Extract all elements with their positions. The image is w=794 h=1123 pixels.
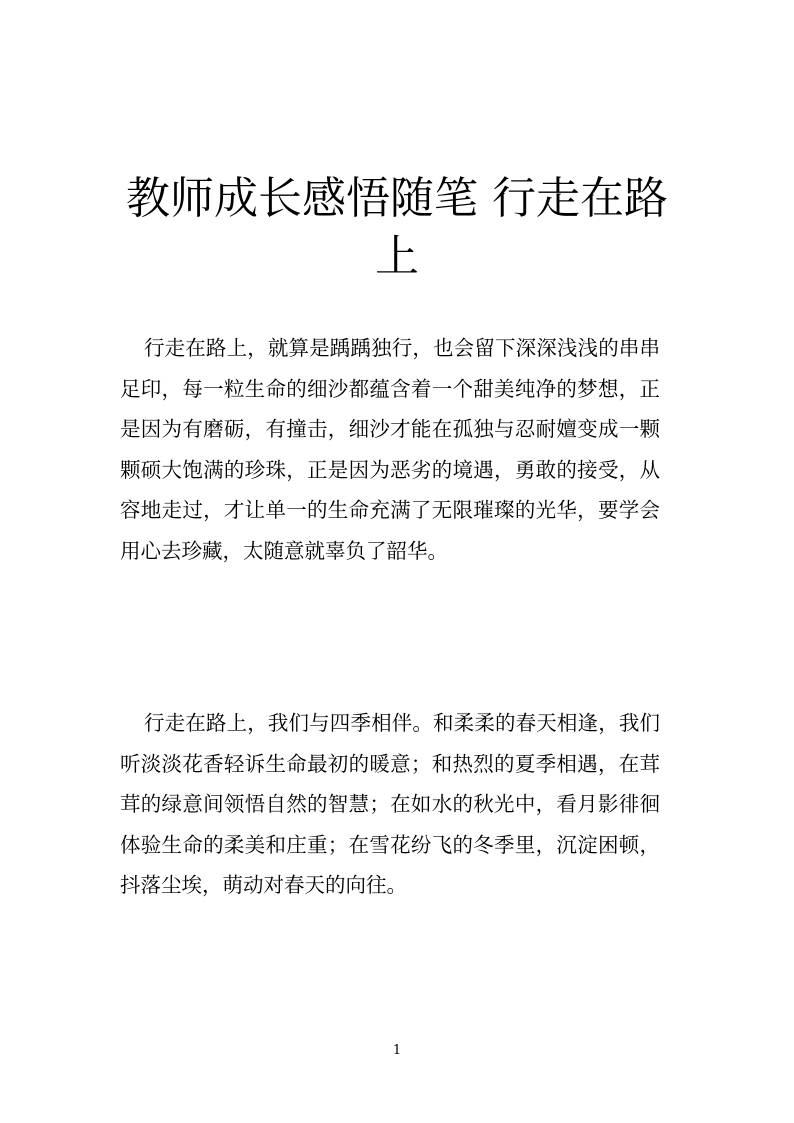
paragraph-2: 行走在路上，我们与四季相伴。和柔柔的春天相逢，我们听淡淡花香轻诉生命最初的暖意；和热烈的夏季相遇，在茸茸的绿意间领悟自然的智慧；在如水的秋光中，看月影徘徊体验生命的柔美和庄重；在雪花纷飞的冬季里，沉淀困顿，抖落尘埃，萌动对春天的向往。 (120, 711, 660, 898)
paragraph-1: 行走在路上，就算是踽踽独行，也会留下深深浅浅的串串足印，每一粒生命的细沙都蕴含着一个甜美纯净的梦想，正是因为有磨砺，有撞击，细沙才能在孤独与忍耐嬗变成一颗颗硕大饱满的珍珠，正是因为恶劣的境遇，勇敢的接受，从容地走过，才让单一的生命充满了无限璀璨的光华，要学会用心去珍藏，太随意就辜负了韶华。 (120, 336, 660, 563)
page-number: 1 (392, 1043, 402, 1058)
document-title: 教师成长感悟随笔 行走在路上 (126, 173, 668, 283)
